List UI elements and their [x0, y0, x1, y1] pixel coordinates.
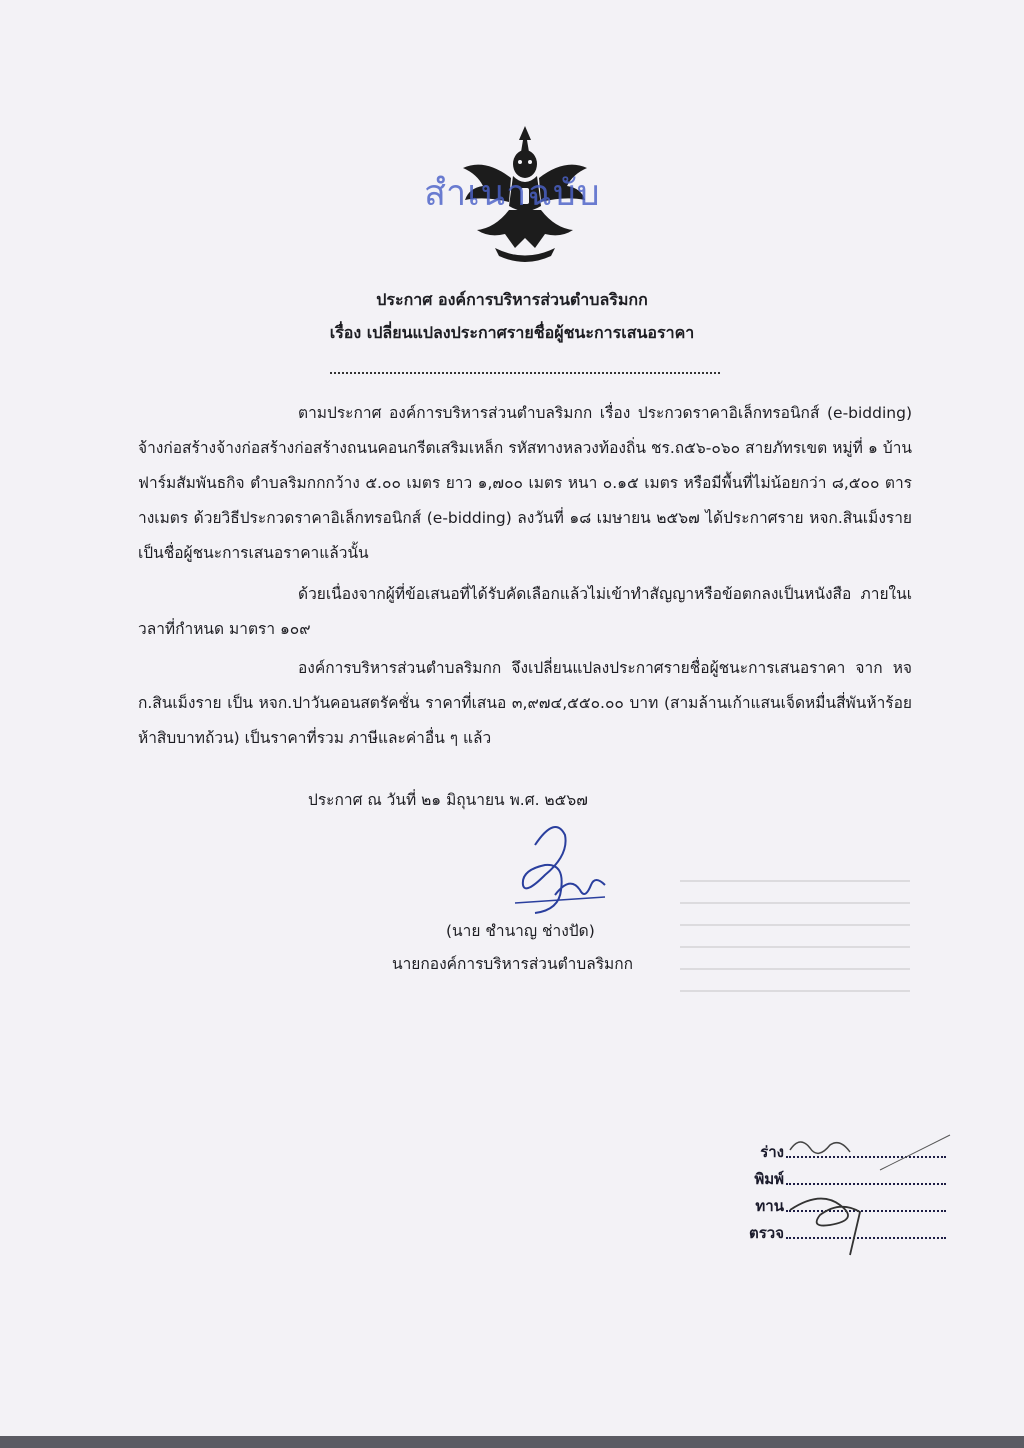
- signature-mark: [495, 815, 615, 920]
- signer-title: นายกองค์การบริหารส่วนตำบลริมกก: [392, 955, 634, 973]
- routing-row: ทาน: [736, 1194, 956, 1221]
- routing-row: ตรวจ: [736, 1221, 956, 1248]
- copy-stamp: สำเนาฉบับ: [424, 173, 601, 214]
- scan-edge: [0, 1436, 1024, 1448]
- body-paragraph-1: ตามประกาศ องค์การบริหารส่วนตำบลริมกก เรื่อง ประกวดราคาอิเล็กทรอนิกส์ (e-bidding) จ้างก่อสร้างจ้างก่อสร้างก่อสร้างถนนคอนกรีตเสริมเหล็ก รหัสทางหลวงท้องถิ่น ชร.ถ๕๖-๐๖๐ สายภัทรเขต หมู่ที่ ๑ บ้านฟาร์มสัมพันธกิจ ตำบลริมกกกว้าง ๕.๐๐ เมตร ยาว ๑,๗๐๐ เมตร หนา ๐.๑๕ เมตร หรือมีพื้นที่ไม่น้อยกว่า ๘,๕๐๐ ตารางเมตร ด้วยวิธีประกวดราคาอิเล็กทรอนิกส์ (e-bidding) ลงวันที่ ๑๘ เมษายน ๒๕๖๗ ได้ประกาศราย หจก.สินเม็งราย เป็นชื่อผู้ชนะการเสนอราคาแล้วนั้น: [138, 404, 912, 562]
- announcement-title: ประกาศ องค์การบริหารส่วนตำบลริมกก: [376, 290, 648, 309]
- routing-row: ร่าง: [736, 1140, 956, 1167]
- signer-name: (นาย ชำนาญ ช่างปัด): [446, 922, 595, 940]
- announcement-date: ประกาศ ณ วันที่ ๒๑ มิถุนายน พ.ศ. ๒๕๖๗: [308, 791, 588, 809]
- routing-initials: [770, 1130, 960, 1260]
- dotted-divider: [330, 362, 720, 374]
- routing-row: พิมพ์: [736, 1167, 956, 1194]
- body-paragraph-3: องค์การบริหารส่วนตำบลริมกก จึงเปลี่ยนแปลงประกาศรายชื่อผู้ชนะการเสนอราคา จาก หจก.สินเม็งราย เป็น หจก.ปาวันคอนสตรัคชั่น ราคาที่เสนอ ๓,๙๗๔,๕๕๐.๐๐ บาท (สามล้านเก้าแสนเจ็ดหมื่นสี่พันห้าร้อยห้าสิบบาทถ้วน) เป็นราคาที่รวม ภาษีและค่าอื่น ๆ แล้ว: [138, 659, 912, 747]
- announcement-subject: เรื่อง เปลี่ยนแปลงประกาศรายชื่อผู้ชนะการเสนอราคา: [329, 323, 695, 342]
- body-paragraph-2: ด้วยเนื่องจากผู้ที่ข้อเสนอที่ได้รับคัดเลือกแล้วไม่เข้าทำสัญญาหรือข้อตกลงเป็นหนังสือ ภายในเวลาที่กำหนด มาตรา ๑๐๙: [138, 585, 912, 638]
- bleed-through-text: [680, 860, 910, 1090]
